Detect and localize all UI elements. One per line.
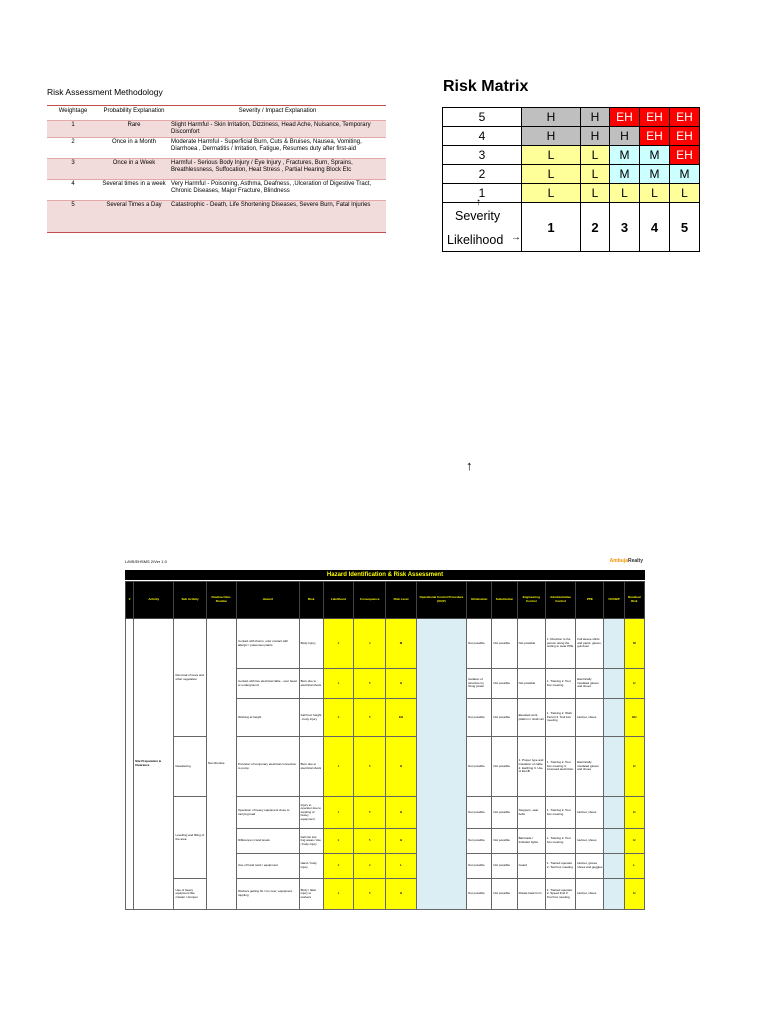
hira-engineering-cell: Barricade / Indicator lights: [517, 829, 545, 854]
severity-cell: Slight Harmful - Skin Irritation, Dizziness, Head Ache, Nuisance, Temporary Discomfort: [169, 121, 386, 138]
hira-row: [126, 797, 645, 829]
hira-header-cell: Routine/ Non-Routine: [206, 582, 236, 619]
hira-likelihood-cell: 2: [323, 829, 353, 854]
hira-substitution-cell: Not possible: [492, 737, 517, 797]
hira-hazard-cell: Contact with thorns, odor contact with allergic / poisonous plants: [237, 619, 300, 669]
hira-risk-level-cell: H: [386, 669, 416, 699]
matrix-cell: H: [581, 108, 610, 127]
hira-risk-level-cell: H: [386, 879, 416, 910]
hira-row: [126, 879, 645, 910]
weightage-cell: 1: [47, 121, 99, 138]
matrix-cell: H: [581, 127, 610, 146]
matrix-row-label: 1: [443, 184, 522, 203]
matrix-row: [443, 146, 700, 165]
hira-admin-cell: 1. Training 2. Work Permit 3. Tool box meeting: [545, 699, 575, 737]
hira-ppe-cell: Helmet, shoes: [576, 699, 604, 737]
hira-header-cell: #: [126, 582, 134, 619]
up-arrow-glyph: ↑: [466, 458, 473, 473]
hira-ppe-cell: Helmet, gloves shoes and goggles: [576, 854, 604, 879]
matrix-cell: L: [522, 146, 581, 165]
hira-sub-activity-cell: Use of heavy equipment like crawler / dumper: [174, 879, 206, 910]
hira-header-cell: Activity: [134, 582, 174, 619]
matrix-cell: EH: [640, 108, 670, 127]
hira-elimination-cell: Not possible: [467, 854, 492, 879]
hira-likelihood-cell: 2: [323, 854, 353, 879]
hira-routine-cell: Non-Routine: [206, 619, 236, 910]
up-arrow-icon: ↑: [476, 197, 481, 208]
hira-elimination-cell: Isolation of structure by fixing power: [467, 669, 492, 699]
weightage-cell: 3: [47, 159, 99, 180]
weightage-cell: 2: [47, 138, 99, 159]
probability-cell: Several times in a week: [99, 180, 169, 201]
matrix-column-label: 3: [610, 203, 640, 252]
matrix-cell: EH: [640, 127, 670, 146]
matrix-cell: L: [670, 184, 700, 203]
matrix-cell: M: [610, 146, 640, 165]
hira-header-cell: Residual Risk: [624, 582, 644, 619]
matrix-cell: L: [610, 184, 640, 203]
hira-likelihood-cell: 1: [323, 797, 353, 829]
hira-header-cell: PPE: [576, 582, 604, 619]
hira-header-cell: Operational Control Procedure (OCP): [416, 582, 466, 619]
probability-cell: Once in a Week: [99, 159, 169, 180]
matrix-cell: M: [640, 146, 670, 165]
hira-activity-cell: Site Preparation & Clearance: [134, 619, 174, 910]
hira-risk-cell: Body Injury: [299, 619, 323, 669]
hira-header-cell: Sub Activity: [174, 582, 206, 619]
matrix-cell: L: [640, 184, 670, 203]
hira-risk-cell: Fall into low ling areas / site / body injury: [299, 829, 323, 854]
hira-likelihood-cell: 1: [323, 879, 353, 910]
matrix-cell: EH: [670, 127, 700, 146]
methodology-row: [47, 201, 386, 233]
hira-header-cell: Administrative Control: [545, 582, 575, 619]
hira-table: [125, 581, 645, 910]
probability-cell: Several Times a Day: [99, 201, 169, 233]
hira-residual-cell: H: [624, 669, 644, 699]
hira-likelihood-cell: 1: [323, 737, 353, 797]
hira-substitution-cell: Not possible: [492, 854, 517, 879]
matrix-axis-labels: [443, 197, 522, 252]
probability-cell: Once in a Month: [99, 138, 169, 159]
hira-header-cell: Consequence: [354, 582, 386, 619]
hira-risk-cell: Hand / body injury: [299, 854, 323, 879]
hira-risk-cell: Burn due to electrical shock: [299, 737, 323, 797]
matrix-column-label: 2: [581, 203, 610, 252]
matrix-row: [443, 127, 700, 146]
likelihood-axis-label: Likelihood: [447, 233, 504, 247]
methodology-row: [47, 159, 386, 180]
matrix-cell: L: [581, 184, 610, 203]
risk-matrix-title: Risk Matrix: [443, 78, 529, 95]
hira-residual-cell: H: [624, 797, 644, 829]
hira-title: Hazard Identification & Risk Assessment: [125, 570, 645, 580]
severity-cell: Very Harmful - Poisoning, Asthma, Deafness, ,Ulceration of Digestive Tract, Chronic Diseases, Major Fracture, Blindness: [169, 180, 386, 201]
hira-risk-level-cell: H: [386, 829, 416, 854]
severity-header: Severity / Impact Explanation: [169, 106, 386, 121]
matrix-cell: EH: [670, 146, 700, 165]
hira-admin-cell: 1. Training 2. Tool box meeting: [545, 669, 575, 699]
hira-hazard-cell: Workers getting hit / run over; equipment toppling: [237, 879, 300, 910]
matrix-cell: H: [522, 108, 581, 127]
hira-substitution-cell: Not possible: [492, 669, 517, 699]
hira-consequence-cell: 5: [354, 829, 386, 854]
hira-elimination-cell: Not possible: [467, 737, 492, 797]
hira-ppe-cell: Full sleeve shirts and pants, gloves, gumboot: [576, 619, 604, 669]
hira-likelihood-cell: 3: [323, 699, 353, 737]
methodology-header-row: [47, 106, 386, 121]
matrix-cell: L: [581, 165, 610, 184]
hira-risk-level-cell: EH: [386, 699, 416, 737]
hira-residual-cell: H: [624, 829, 644, 854]
hira-substitution-cell: Not possible: [492, 879, 517, 910]
matrix-footer-row: [443, 203, 700, 252]
logo-part-b: Realty: [627, 558, 643, 564]
hira-cfobp-cell: [604, 854, 624, 879]
hira-hazard-cell: Operation of heavy equipment close to carrying load: [237, 797, 300, 829]
hira-elimination-cell: Not possible: [467, 829, 492, 854]
matrix-cell: L: [522, 184, 581, 203]
hira-row: [126, 737, 645, 797]
hira-admin-cell: 1. Training 2. Tool box meeting 3. Licensed electrician: [545, 737, 575, 797]
hira-header-cell: Substitution: [492, 582, 517, 619]
hira-risk-cell: Burn due to electrical shock: [299, 669, 323, 699]
hira-cfobp-cell: [604, 879, 624, 910]
weightage-cell: 4: [47, 180, 99, 201]
hira-engineering-cell: Not possible: [517, 619, 545, 669]
matrix-row: [443, 184, 700, 203]
hira-elimination-cell: Not possible: [467, 879, 492, 910]
hira-risk-level-cell: H: [386, 797, 416, 829]
hira-sub-activity-cell: Levelling and filling of the area: [174, 797, 206, 879]
matrix-cell: M: [610, 165, 640, 184]
hira-index-cell: [126, 619, 134, 910]
hira-consequence-cell: 5: [354, 669, 386, 699]
hira-row: [126, 619, 645, 669]
severity-cell: Moderate Harmful - Superficial Burn, Cuts & Bruises, Nausea, Vomiting, Diarrhoea , Dermatitis / Irritation, Fatigue, Resumes duty after first-aid: [169, 138, 386, 159]
matrix-cell: M: [670, 165, 700, 184]
methodology-row: [47, 138, 386, 159]
methodology-row: [47, 121, 386, 138]
matrix-column-label: 5: [670, 203, 700, 252]
hira-cfobp-cell: [604, 699, 624, 737]
hira-ppe-cell: Helmet, shoes: [576, 829, 604, 854]
hira-admin-cell: 1. Training 2. Tool box meeting: [545, 829, 575, 854]
hira-sub-activity-cell: Removal of trees and other vegetation: [174, 619, 206, 737]
hira-elimination-cell: Not possible: [467, 797, 492, 829]
document-number: L/MS/EHSMS 2/Ver 1.0: [125, 559, 167, 564]
hira-consequence-cell: 2: [354, 854, 386, 879]
hira-residual-cell: EH: [624, 699, 644, 737]
hira-hazard-cell: Contact with live electrical cable - over head or underground: [237, 669, 300, 699]
hira-header-cell: Engineering Control: [517, 582, 545, 619]
matrix-cell: EH: [610, 108, 640, 127]
hira-header-cell: Risk Level: [386, 582, 416, 619]
hira-ppe-cell: Electrically insulated gloves and shoes: [576, 737, 604, 797]
hira-ppe-cell: Helmet, shoes: [576, 879, 604, 910]
hira-ppe-cell: Electrically insulated gloves and shoes: [576, 669, 604, 699]
methodology-row: [47, 180, 386, 201]
hira-risk-level-cell: H: [386, 737, 416, 797]
hira-hazard-cell: Use of hand tools / equipment: [237, 854, 300, 879]
matrix-row: [443, 165, 700, 184]
matrix-row-label: 4: [443, 127, 522, 146]
matrix-cell: EH: [670, 108, 700, 127]
hira-admin-cell: 1. Trained operator 2. Speed limit 3. Tool box meeting: [545, 879, 575, 910]
severity-cell: Harmful - Serious Body Injury / Eye Injury , Fractures, Burn, Sprains, Breathlessness, Suffocation, Heat Stress , Partial Hearing Block Etc: [169, 159, 386, 180]
matrix-row: [443, 108, 700, 127]
hira-ocp-cell: [416, 619, 466, 910]
hira-engineering-cell: Rotate back horn: [517, 879, 545, 910]
hira-cfobp-cell: [604, 797, 624, 829]
matrix-column-label: 1: [522, 203, 581, 252]
severity-cell: Catastrophic - Death, Life Shortening Diseases, Severe Burn, Fatal Injuries: [169, 201, 386, 233]
hira-admin-cell: 1. Training 2. Tool box meeting: [545, 797, 575, 829]
severity-axis-label: Severity: [455, 209, 501, 223]
methodology-title: Risk Assessment Methodology: [47, 87, 163, 97]
hira-consequence-cell: 3: [354, 619, 386, 669]
hira-consequence-cell: 5: [354, 737, 386, 797]
matrix-cell: M: [640, 165, 670, 184]
hira-engineering-cell: Elevated work platform / Grab rail: [517, 699, 545, 737]
hira-hazard-cell: Working at height: [237, 699, 300, 737]
hira-admin-cell: 1. Trained operator 2. Tool box meeting: [545, 854, 575, 879]
weightage-header: Weightage: [47, 106, 99, 121]
hira-engineering-cell: Not possible: [517, 669, 545, 699]
hira-engineering-cell: Guard: [517, 854, 545, 879]
matrix-cell: L: [522, 165, 581, 184]
hira-substitution-cell: Not possible: [492, 829, 517, 854]
matrix-row-label: 3: [443, 146, 522, 165]
hira-likelihood-cell: 1: [323, 669, 353, 699]
hira-consequence-cell: 5: [354, 699, 386, 737]
hira-consequence-cell: 5: [354, 879, 386, 910]
hira-residual-cell: H: [624, 879, 644, 910]
hira-ppe-cell: Helmet, shoes: [576, 797, 604, 829]
hira-residual-cell: L: [624, 854, 644, 879]
company-logo: [610, 560, 643, 564]
hira-elimination-cell: Not possible: [467, 619, 492, 669]
probability-header: Probability Explanation: [99, 106, 169, 121]
weightage-cell: 5: [47, 201, 99, 233]
hira-cfobp-cell: [604, 737, 624, 797]
hira-header-cell: Risk: [299, 582, 323, 619]
matrix-column-label: 4: [640, 203, 670, 252]
hira-admin-cell: 1. Direction to the person doing the cutting to wear PPE: [545, 619, 575, 669]
hira-risk-level-cell: M: [386, 619, 416, 669]
hira-header-cell: CF/OBP: [604, 582, 624, 619]
hira-hazard-cell: Provision of temporary electrical connection to pump: [237, 737, 300, 797]
matrix-cell: H: [610, 127, 640, 146]
hira-cfobp-cell: [604, 669, 624, 699]
hira-hazard-cell: Difference in land levels: [237, 829, 300, 854]
hira-header-cell: Elimination: [467, 582, 492, 619]
hira-substitution-cell: Not possible: [492, 797, 517, 829]
probability-cell: Rare: [99, 121, 169, 138]
hira-sheet: [125, 560, 645, 915]
hira-consequence-cell: 5: [354, 797, 386, 829]
risk-matrix: [442, 107, 700, 252]
matrix-row-label: 5: [443, 108, 522, 127]
matrix-row-label: 2: [443, 165, 522, 184]
hira-risk-level-cell: L: [386, 854, 416, 879]
logo-part-a: Ambuja: [609, 558, 628, 564]
hira-sub-activity-cell: Dewatering: [174, 737, 206, 797]
hira-header-cell: Hazard: [237, 582, 300, 619]
methodology-table: [47, 105, 386, 233]
hira-risk-cell: Body / fatal injury to workers: [299, 879, 323, 910]
hira-risk-cell: Fall from height - body injury: [299, 699, 323, 737]
hira-substitution-cell: Not possible: [492, 619, 517, 669]
hira-likelihood-cell: 3: [323, 619, 353, 669]
hira-risk-cell: Injury to operator due to toppling of heavy equipment: [299, 797, 323, 829]
hira-elimination-cell: Not possible: [467, 699, 492, 737]
hira-engineering-cell: 1. Proper type and insulation of cable 2. Earthing 3. Use of ELCB: [517, 737, 545, 797]
hira-cfobp-cell: [604, 619, 624, 669]
hira-header-row: [126, 582, 645, 619]
matrix-cell: H: [522, 127, 581, 146]
right-arrow-icon: →: [511, 232, 521, 243]
hira-substitution-cell: Not possible: [492, 699, 517, 737]
matrix-cell: L: [581, 146, 610, 165]
hira-residual-cell: M: [624, 619, 644, 669]
hira-residual-cell: H: [624, 737, 644, 797]
hira-engineering-cell: Stoppers, seat belts: [517, 797, 545, 829]
hira-header-cell: Likelihood: [323, 582, 353, 619]
hira-cfobp-cell: [604, 829, 624, 854]
